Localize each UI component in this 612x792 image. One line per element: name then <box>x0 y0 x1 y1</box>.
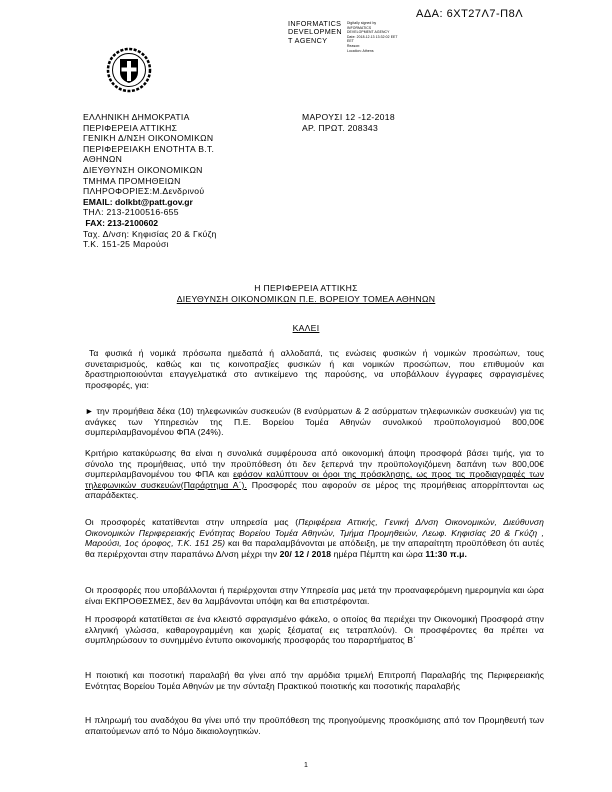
coat-of-arms-icon <box>106 47 152 93</box>
signature-line: Digitally signed by <box>347 21 377 25</box>
title-kalei: ΚΑΛΕΙ <box>292 323 320 333</box>
deadline-date: 20/ 12 / 2018 <box>279 548 332 559</box>
submission-address: Περιφέρεια Αττικής, Γενική Δ/νση Οικονομικών, Διεύθυνση Οικονομικών Περιφερειακής Ενότητας Βορείου Τομέα Αθηνών, Τμήμα Προμηθειών, Λεωφ. Κηφισίας 20 & Γκύζη , Μαρούσι, 1ος όροφος, Τ.Κ. 151 25) <box>85 517 544 549</box>
protocol-number: ΑΡ. ΠΡΩΤ. 208343 <box>302 122 379 133</box>
signature-line: Reason: <box>347 43 361 48</box>
fax-line: FAX: 213-2100602 <box>83 217 159 228</box>
document-date: ΜΑΡΟΥΣΙ 12 -12-2018 <box>302 112 395 122</box>
signer-agency <box>288 20 342 45</box>
paragraph-submission: Οι προσφορές κατατίθενται στην υπηρεσία μας (Περιφέρεια Αττικής, Γενική Δ/νση Οικονομικών, Διεύθυνση Οικονομικών Περιφερειακής Ενότητας Βορείου Τομέα Αθηνών, Τμήμα Προμηθειών, Λεωφ. Κηφισίας 20 & Γκύζη , Μαρούσι, 1ος όροφος, Τ.Κ. 151 25) και θα παραλαμβάνονται με απόδειξη, με την απαραίτητη προϋπόθεση ότι αυτές θα περιέρχονται στην παραπάνω Δ/νση μέχρι την 20/ 12 / 2018 ημέρα Πέμπτη και ώρα 11:30 π.μ. <box>85 517 544 559</box>
paragraph-payment: Η πληρωμή του αναδόχου θα γίνει υπό την προϋπόθεση της προηγούμενης προσκόμισης από τον Προμηθευτή των απαιτούμενων από το Νόμο δικαιολογητικών. <box>85 715 544 736</box>
sender-line: ΓΕΝΙΚΗ Δ/ΝΣΗ ΟΙΚΟΝΟΜΙΚΩΝ <box>83 133 214 144</box>
paragraph-late-offers: Οι προσφορές που υποβάλλονται ή περιέρχονται στην Υπηρεσία μας μετά την προαναφερόμενη ημερομηνία και ώρα είναι ΕΚΠΡΟΘΕΣΜΕΣ, δεν θα λαμβάνονται υπόψη και θα επιστρέφονται. <box>85 585 544 606</box>
title-region: Η ΠΕΡΙΦΕΡΕΙΑ ΑΤΤΙΚΗΣ <box>254 283 358 293</box>
signature-line: INFORMATICS <box>347 25 372 30</box>
sender-line: ΤΜΗΜΑ ΠΡΟΜΗΘΕΙΩΝ <box>83 175 181 186</box>
sender-line: ΕΛΛΗΝΙΚΗ ΔΗΜΟΚΡΑΤΙΑ <box>83 112 190 122</box>
deadline-time: 11:30 π.μ. <box>425 548 467 559</box>
agency-line: INFORMATICS <box>288 19 342 28</box>
signature-line: DEVELOPMENT AGENCY <box>347 30 390 35</box>
date-block <box>302 112 395 133</box>
page-number: 1 <box>304 762 308 769</box>
sender-block <box>83 112 217 250</box>
sender-line: ΑΘΗΝΩΝ <box>83 154 123 165</box>
sender-line: ΔΙΕΥΘΥΝΣΗ ΟΙΚΟΝΟΜΙΚΩΝ <box>83 164 203 175</box>
tel-line: ΤΗΛ: 213-2100516-655 <box>83 207 179 218</box>
title-directorate: ΔΙΕΥΘΥΝΣΗ ΟΙΚΟΝΟΜΙΚΩΝ Π.Ε. ΒΟΡΕΙΟΥ ΤΟΜΕΑ ΑΘΗΝΩΝ <box>176 294 436 304</box>
postal-line: Τ.Κ. 151-25 Μαρούσι <box>83 239 169 250</box>
sender-line: ΠΕΡΙΦΕΡΕΙΑΚΗ ΕΝΟΤΗΤΑ Β.Τ. <box>83 143 215 154</box>
signature-line: Location: Athens <box>347 48 374 53</box>
sender-line: ΠΕΡΙΦΕΡΕΙΑ ΑΤΤΙΚΗΣ <box>83 122 178 133</box>
paragraph-envelope: Η προσφορά κατατίθεται σε ένα κλειστό σφραγισμένο φάκελο, ο οποίος θα περιέχει την Οικονομική Προσφορά στην ελληνική γλώσσα, καθαρογραμμένη και χωρίς ξέσματα( εις τετραπλούν). Οι προσφέροντες θα πρέπει να συμπληρώσουν το συνημμένο έντυπο οικονομικής προσφοράς του παραρτήματος Β΄ <box>85 614 544 646</box>
email-line: EMAIL: dolkbt@patt.gov.gr <box>83 196 193 207</box>
sender-line: ΠΛΗΡΟΦΟΡΙΕΣ:Μ.Δενδρινού <box>83 186 205 197</box>
agency-line: T AGENCY <box>288 35 328 45</box>
ada-code: ΑΔΑ: 6ΧΤ27Λ7-Π8Λ <box>416 8 524 20</box>
paragraph-recipients: Τα φυσικά ή νομικά πρόσωπα ημεδαπά ή αλλοδαπά, τις ενώσεις φυσικών ή νομικών προσώπων, τους συνεταιρισμούς, καθώς και τις κοινοπραξίες φυσικών ή και νομικών προσώπων, που επιθυμούν και δραστηριοποιούνται επαγγελματικά στο αντικείμενο της παρούσης, να υποβάλλουν έγγραφες σφραγισμένες προσφορές, για: <box>85 348 544 390</box>
signature-line: EET <box>347 39 354 44</box>
address-line: Ταχ. Δ/νση: Κηφισίας 20 & Γκύζη <box>83 228 217 239</box>
specifications-condition: εφόσον καλύπτουν οι όροι της πρόσκλησης, ως προς τις προδιαγραφές των τηλεφωνικών συσκευών(Παράρτημα Α΄). <box>85 469 544 490</box>
agency-line: DEVELOPMEN <box>288 27 342 37</box>
paragraph-procurement: ► την προμήθεια δέκα (10) τηλεφωνικών συσκευών (8 ενσύρματων & 2 ασύρματων τηλεφωνικών συσκευών) για τις ανάγκες των Υπηρεσιών της Π.Ε. Βορείου Τομέα Αθηνών συνολικού προϋπολογισμού 800,00€ συμπεριλαμβανομένου ΦΠΑ (24%). <box>85 406 544 438</box>
digital-signature-details <box>347 21 398 53</box>
paragraph-award-criterion: Κριτήριο κατακύρωσης θα είναι η συνολικά συμφέρουσα από οικονομική άποψη προσφορά βάσει τιμής, για το σύνολο της προμήθειας, υπό την προϋπόθεση ότι δεν ξεπερνά την προϋπολογιζόμενη δαπάνη των 800,00€ συμπεριλαμβανομένου του ΦΠΑ και εφόσον καλύπτουν οι όροι της πρόσκλησης, ως προς τις προδιαγραφές των τηλεφωνικών συσκευών(Παράρτημα Α΄). Προσφορές που αφορούν σε μέρος της προμήθειας απορρίπτονται ως απαράδεκτες. <box>85 448 544 501</box>
paragraph-acceptance: Η ποιοτική και ποσοτική παραλαβή θα γίνει από την αρμόδια τριμελή Επιτροπή Παραλαβής της Περιφερειακής Ενότητας Βορείου Τομέα Αθηνών με την σύνταξη Πρακτικού ποιοτικής και ποσοτικής παραλαβής <box>85 670 544 691</box>
signature-line: Date: 2018.12.13 13:32:02 EET <box>347 34 398 39</box>
